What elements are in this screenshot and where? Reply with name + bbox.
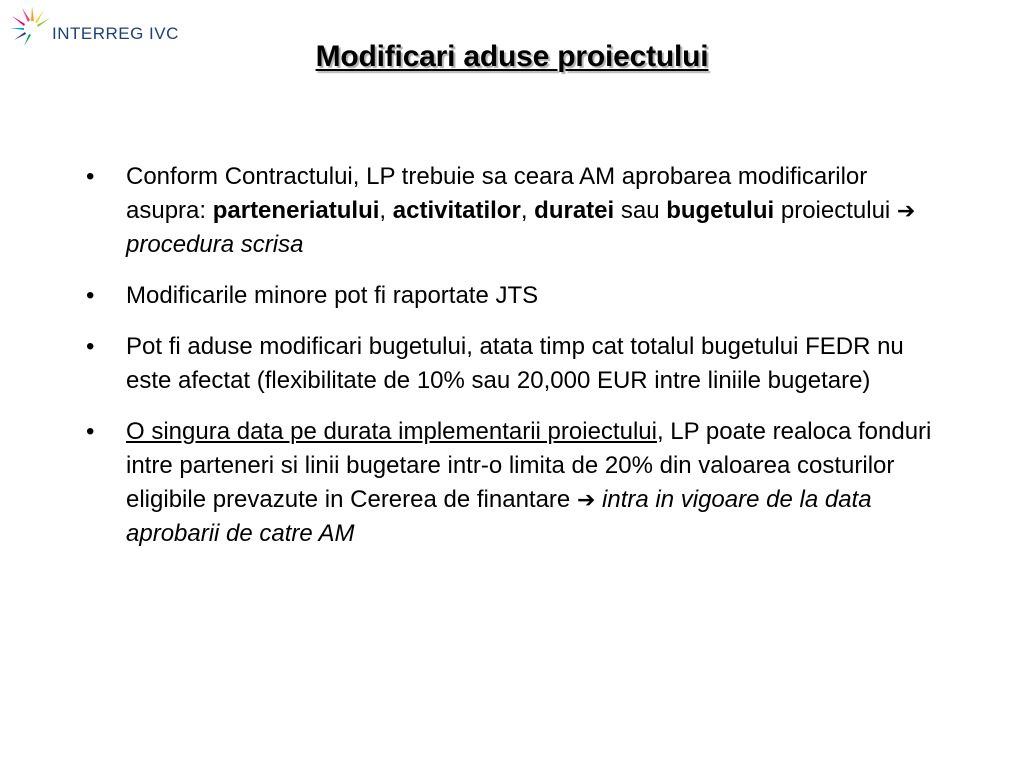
bullet-bold-text: bugetului — [666, 197, 775, 224]
bullet-list — [86, 160, 946, 568]
bullet-text: , — [379, 197, 393, 224]
bullet-underlined-text: O singura data pe durata implementarii proiectului — [126, 418, 657, 445]
bullet-text: Conform Contractului, LP trebuie sa ceara AM aprobarea modificarilor asupra: — [126, 163, 868, 224]
bullet-bold-text: duratei — [534, 197, 615, 224]
bullet-marker: • — [86, 163, 95, 190]
bullet-italic-text: procedura scrisa — [126, 231, 304, 258]
bullet-text: , — [520, 197, 535, 224]
bullet-italic-text: intra in vigoare de la data aprobarii de catre AM — [126, 486, 872, 547]
bullet-text: , LP poate realoca fonduri intre parteneri si linii bugetare intr-o limita de 20% din valoarea costurilor eligibile prevazute in Cererea de finantare — [126, 418, 932, 513]
bullet-text: Pot fi aduse modificari bugetului, atata timp cat totalul bugetului FEDR nu este afectat (flexibilitate de 10% sau 20,000 EUR intre liniile bugetare) — [126, 333, 904, 394]
bullet-text: proiectului — [774, 197, 897, 224]
bullet-marker: • — [86, 333, 95, 360]
arrow-right-icon: ➔ — [576, 487, 596, 512]
bullet-item — [86, 279, 946, 313]
bullet-text: sau — [614, 197, 667, 224]
bullet-marker: • — [86, 282, 95, 309]
bullet-bold-text: activitatilor — [392, 197, 521, 224]
bullet-marker: • — [86, 418, 95, 445]
bullet-item — [86, 415, 946, 551]
bullet-item — [86, 160, 946, 262]
slide-title: Modificari aduse proiectului — [315, 40, 709, 73]
bullet-bold-text: parteneriatului — [212, 197, 380, 224]
logo-text: INTERREG IVC — [52, 24, 179, 43]
arrow-right-icon: ➔ — [896, 198, 916, 223]
bullet-text: Modificarile minore pot fi raportate JTS — [126, 282, 539, 309]
bullet-item — [86, 330, 946, 398]
